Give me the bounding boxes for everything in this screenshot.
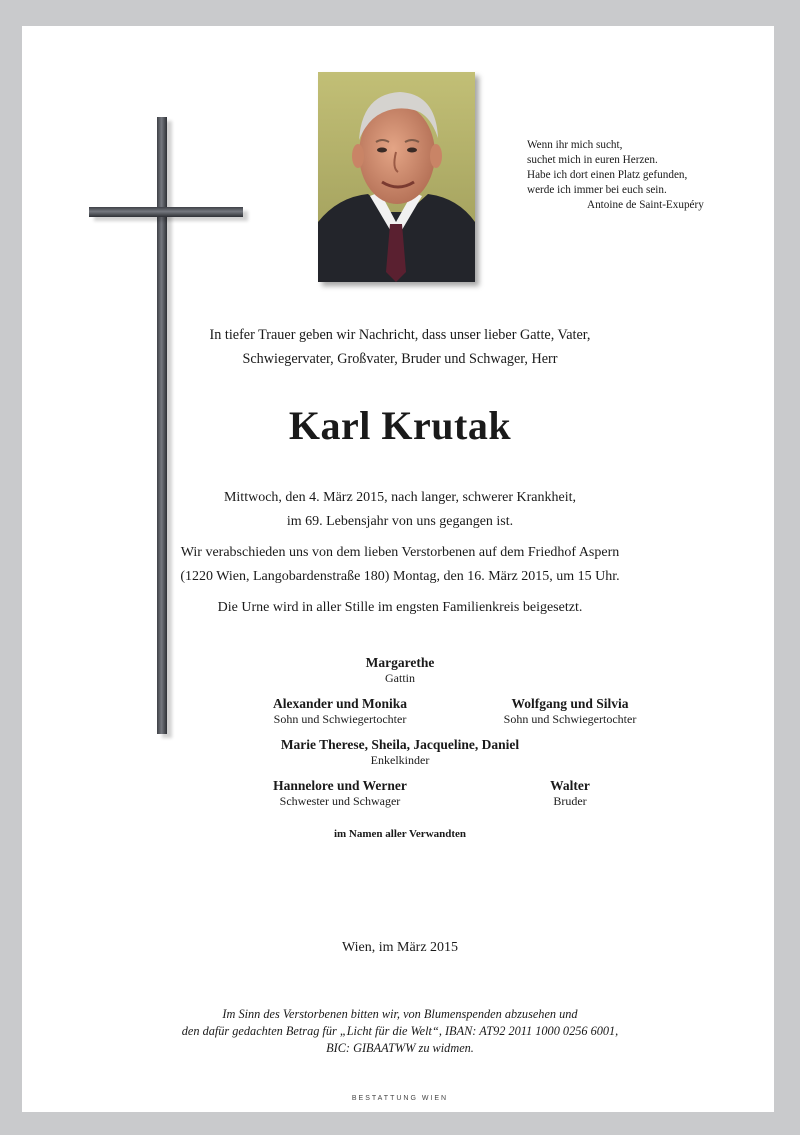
funeral-details <box>0 541 800 589</box>
family-relation: Bruder <box>553 794 587 808</box>
quote-line: suchet mich in euren Herzen. <box>527 154 658 166</box>
donation-line-2: den dafür gedachten Betrag für „Licht für die Welt“, IBAN: AT92 2011 1000 0256 6001, <box>181 1024 619 1038</box>
family-relation: Enkelkinder <box>370 753 430 767</box>
quote-line: Habe ich dort einen Platz gefunden, <box>527 169 688 181</box>
family-grandchildren <box>0 736 800 768</box>
death-notice-line-1: Mittwoch, den 4. März 2015, nach langer, schwerer Krankheit, <box>223 490 577 505</box>
donation-line-3: BIC: GIBAATWW zu widmen. <box>326 1041 474 1055</box>
family-name: Walter <box>550 778 590 793</box>
family-son-1 <box>230 695 450 727</box>
quote-line: werde ich immer bei euch sein. <box>527 184 667 196</box>
intro-line-1: In tiefer Trauer geben wir Nachricht, dass unser lieber Gatte, Vater, <box>209 327 591 343</box>
family-relation: Gattin <box>385 671 415 685</box>
family-spouse <box>0 654 800 686</box>
quote-author: Antoine de Saint-Exupéry <box>587 199 704 211</box>
intro-text <box>0 323 800 371</box>
death-notice-line-2: im 69. Lebensjahr von uns gegangen ist. <box>286 514 514 529</box>
family-relation: Schwester und Schwager <box>279 794 401 808</box>
family-name: Hannelore und Werner <box>273 778 407 793</box>
funeral-line-2: (1220 Wien, Langobardenstraße 180) Montag, den 16. März 2015, um 15 Uhr. <box>180 569 620 584</box>
family-name: Margarethe <box>365 655 435 670</box>
on-behalf-text: im Namen aller Verwandten <box>333 828 467 840</box>
family-son-2 <box>460 695 680 727</box>
deceased-name: Karl Krutak <box>288 403 512 448</box>
portrait-photo <box>318 72 475 282</box>
family-relation: Sohn und Schwiegertochter <box>273 712 407 726</box>
family-name: Marie Therese, Sheila, Jacqueline, Daniel <box>280 737 520 752</box>
urn-notice: Die Urne wird in aller Stille im engsten Familienkreis beigesetzt. <box>217 600 583 615</box>
death-notice <box>0 486 800 534</box>
intro-line-2: Schwiegervater, Großvater, Bruder und Schwager, Herr <box>242 351 558 367</box>
quote-line: Wenn ihr mich sucht, <box>527 139 623 151</box>
family-name: Alexander und Monika <box>272 696 408 711</box>
family-relation: Sohn und Schwiegertochter <box>503 712 637 726</box>
family-sister <box>230 777 450 809</box>
undertaker-logo: BESTATTUNG WIEN <box>351 1095 449 1102</box>
quote-block <box>527 138 727 213</box>
donation-request <box>0 1006 800 1057</box>
family-name: Wolfgang und Silvia <box>511 696 629 711</box>
place-date: Wien, im März 2015 <box>341 940 459 955</box>
cross-icon-horizontal <box>89 207 243 217</box>
donation-line-1: Im Sinn des Verstorbenen bitten wir, von Blumenspenden abzusehen und <box>222 1007 578 1021</box>
family-brother <box>460 777 680 809</box>
funeral-line-1: Wir verabschieden uns von dem lieben Verstorbenen auf dem Friedhof Aspern <box>180 545 620 560</box>
